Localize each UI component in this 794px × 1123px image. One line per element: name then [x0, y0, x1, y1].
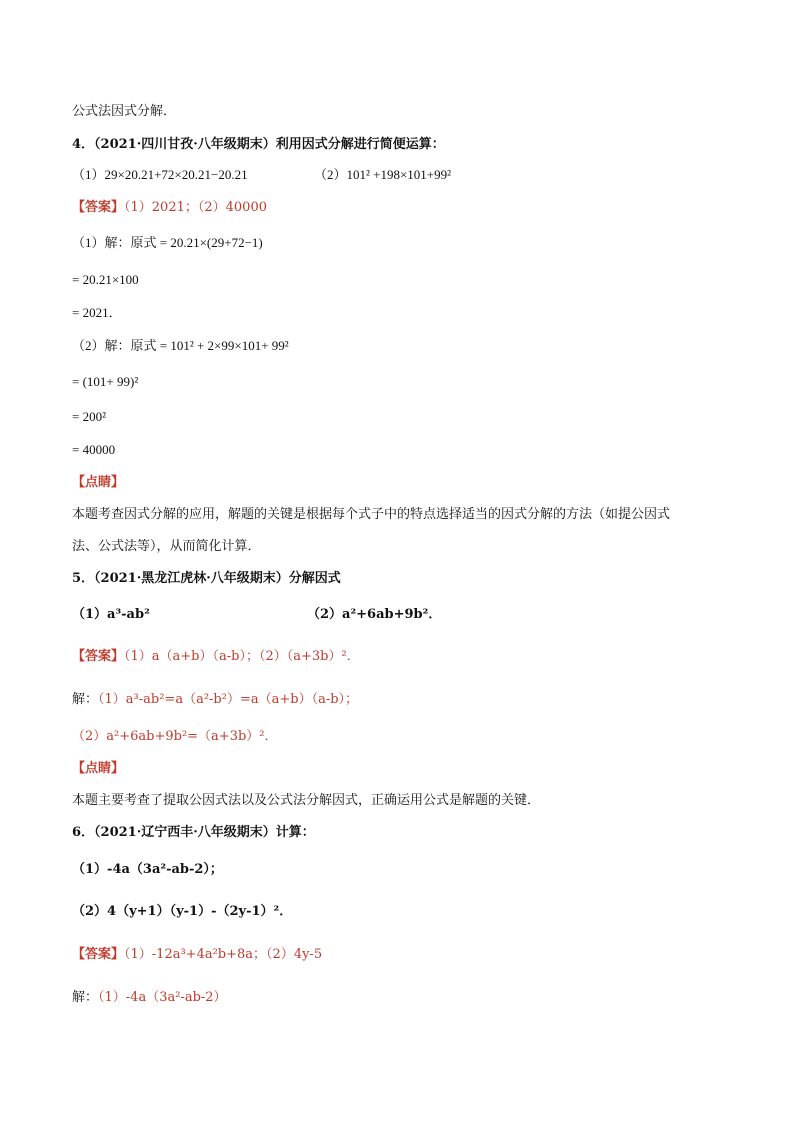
q4-note-line2: 法、公式法等），从而简化计算．: [72, 539, 261, 554]
solution-prefix: 解：: [72, 990, 99, 1005]
q4-solution-step7: = 40000: [72, 442, 116, 457]
q4-solution-step4: （2）解：原式 = 101² + 2×99×101+ 99²: [72, 338, 289, 353]
q6-title: 6．（2021·辽宁西丰·八年级期末）计算：: [72, 825, 315, 840]
q4-title: 4．（2021·四川甘孜·八年级期末）利用因式分解进行简便运算：: [72, 137, 445, 152]
answer-tag: 【答案】: [72, 947, 125, 962]
q4-answer-line: [72, 199, 267, 217]
q5-solution-step1: （1）a³-ab²=a（a²-b²）=a（a+b）（a-b）；: [98, 692, 359, 707]
q5-note-tag: 【点睛】: [72, 761, 125, 776]
q5-answer: （1）a（a+b）（a-b）；（2）（a+3b）²．: [124, 649, 360, 664]
q4-solution-step2: = 20.21×100: [72, 272, 139, 287]
q4-solution-step6: = 200²: [72, 409, 106, 424]
q4-answer: （1）2021；（2）40000: [124, 200, 267, 215]
q6-solution-line1: [72, 989, 227, 1007]
intro-tail-text: 公式法因式分解．: [72, 104, 177, 119]
q4-part1: （1）29×20.21+72×20.21−20.21: [72, 167, 248, 182]
q6-answer: （1）-12a³+4a²b+8a；（2）4y-5: [124, 947, 323, 962]
q4-solution-step5: = (101+ 99)²: [72, 374, 139, 389]
q5-part2: （2）a²+6ab+9b²．: [307, 607, 442, 622]
q6-answer-line: [72, 946, 322, 964]
q5-solution-step2: （2）a²+6ab+9b²=（a+3b）²．: [72, 729, 278, 744]
solution-prefix: 解：: [72, 692, 99, 707]
q4-solution-step1: （1）解：原式 = 20.21×(29+72−1): [72, 235, 263, 250]
q5-note-text: 本题主要考查了提取公因式法以及公式法分解因式，正确运用公式是解题的关键．: [72, 793, 541, 808]
answer-tag: 【答案】: [72, 200, 125, 215]
q4-part2: （2）101² +198×101+99²: [314, 167, 452, 182]
q4-note-tag: 【点睛】: [72, 475, 125, 490]
answer-tag: 【答案】: [72, 649, 125, 664]
q5-title: 5．（2021·黑龙江虎林·八年级期末）分解因式: [72, 571, 341, 586]
q5-answer-line: [72, 648, 360, 666]
q5-part1: （1）a³-ab²: [72, 607, 150, 622]
q4-note-line1: 本题考查因式分解的应用，解题的关键是根据每个式子中的特点选择适当的因式分解的方法（如提公因式: [72, 507, 671, 522]
q5-solution-line1: [72, 691, 358, 709]
q6-part1: （1）-4a（3a²-ab-2）；: [72, 862, 223, 877]
q4-solution-step3: = 2021．: [72, 305, 122, 320]
q6-solution-step1: （1）-4a（3a²-ab-2）: [98, 990, 227, 1005]
q6-part2: （2）4（y+1）（y-1）-（2y-1）²．: [72, 904, 293, 919]
